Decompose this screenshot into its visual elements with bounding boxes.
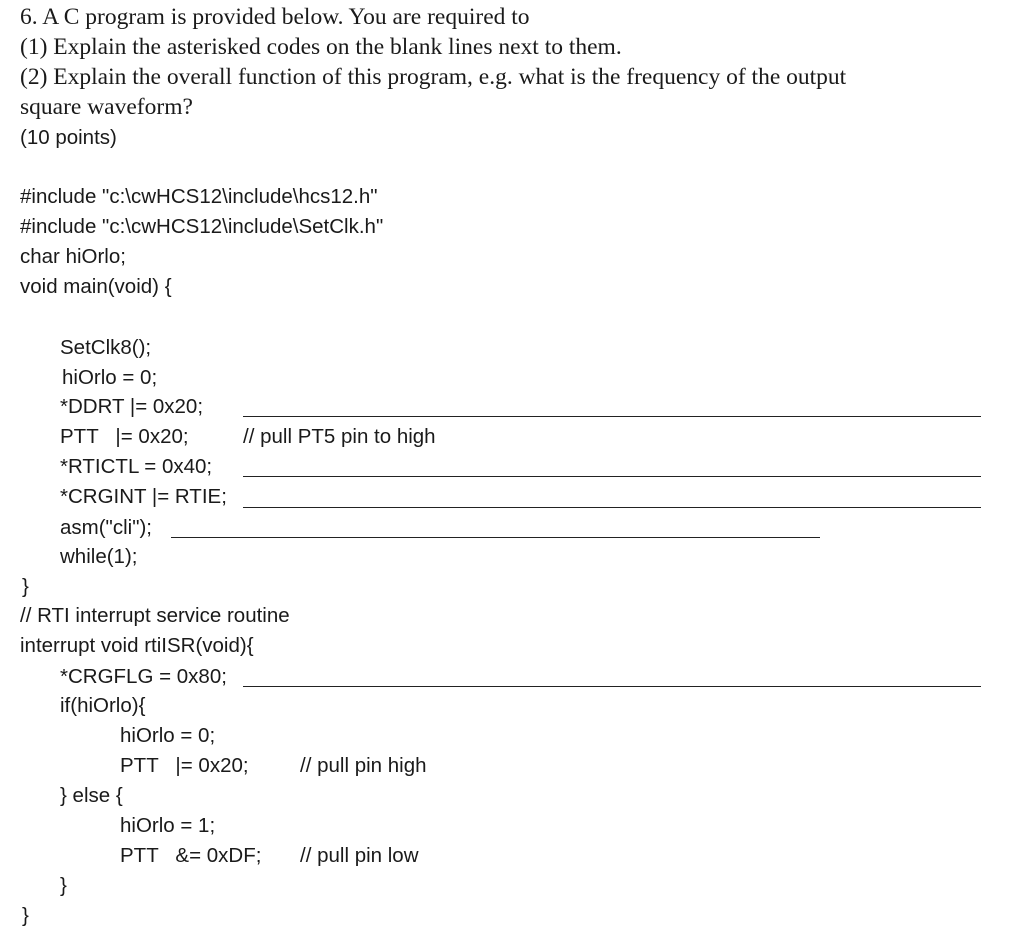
question-part-2: (2) Explain the overall function of this program, e.g. what is the frequency of the output [20,64,847,90]
code-isr-signature: interrupt void rtiISR(void){ [20,634,254,657]
points-label: (10 points) [20,126,117,149]
code-include-setclk: #include "c:\cwHCS12\include\SetClk.h" [20,215,384,238]
code-ptt-low-line: PTT &= 0xDF; [120,844,262,867]
answer-blank-asm-cli [171,537,820,538]
code-else-line: } else { [60,784,123,807]
answer-blank-rtictl [243,476,981,477]
code-ptt-line: PTT |= 0x20; [60,425,189,448]
question-part-1: (1) Explain the asterisked codes on the blank lines next to them. [20,34,622,60]
code-ddrt-line: *DDRT |= 0x20; [60,395,204,418]
code-asm-cli-line: asm("cli"); [60,516,152,539]
code-ptt-high-comment: // pull pin high [300,754,427,777]
code-ptt-low-comment: // pull pin low [300,844,419,867]
code-if-close: } [60,874,67,897]
code-ptt-comment: // pull PT5 pin to high [243,425,436,448]
code-set-hiorlo-1: hiOrlo = 1; [120,814,216,837]
code-crgint-line: *CRGINT |= RTIE; [60,485,227,508]
code-if-hiorlo: if(hiOrlo){ [60,694,146,717]
code-isr-close: } [22,904,29,927]
code-set-hiorlo-0: hiOrlo = 0; [120,724,216,747]
code-hiorlo-init: hiOrlo = 0; [62,366,158,389]
question-line-1: 6. A C program is provided below. You are required to [20,4,530,30]
code-variable-declaration: char hiOrlo; [20,245,126,268]
code-while-loop: while(1); [60,545,138,568]
code-isr-comment: // RTI interrupt service routine [20,604,290,627]
code-setclk-call: SetClk8(); [60,336,152,359]
question-part-2-continued: square waveform? [20,94,193,120]
code-crgflg-line: *CRGFLG = 0x80; [60,665,227,688]
code-main-signature: void main(void) { [20,275,172,298]
answer-blank-crgflg [243,686,981,687]
code-rtictl-line: *RTICTL = 0x40; [60,455,213,478]
code-main-close: } [22,575,29,598]
code-ptt-high-line: PTT |= 0x20; [120,754,249,777]
code-include-hcs12: #include "c:\cwHCS12\include\hcs12.h" [20,185,378,208]
answer-blank-ddrt [243,416,981,417]
answer-blank-crgint [243,507,981,508]
